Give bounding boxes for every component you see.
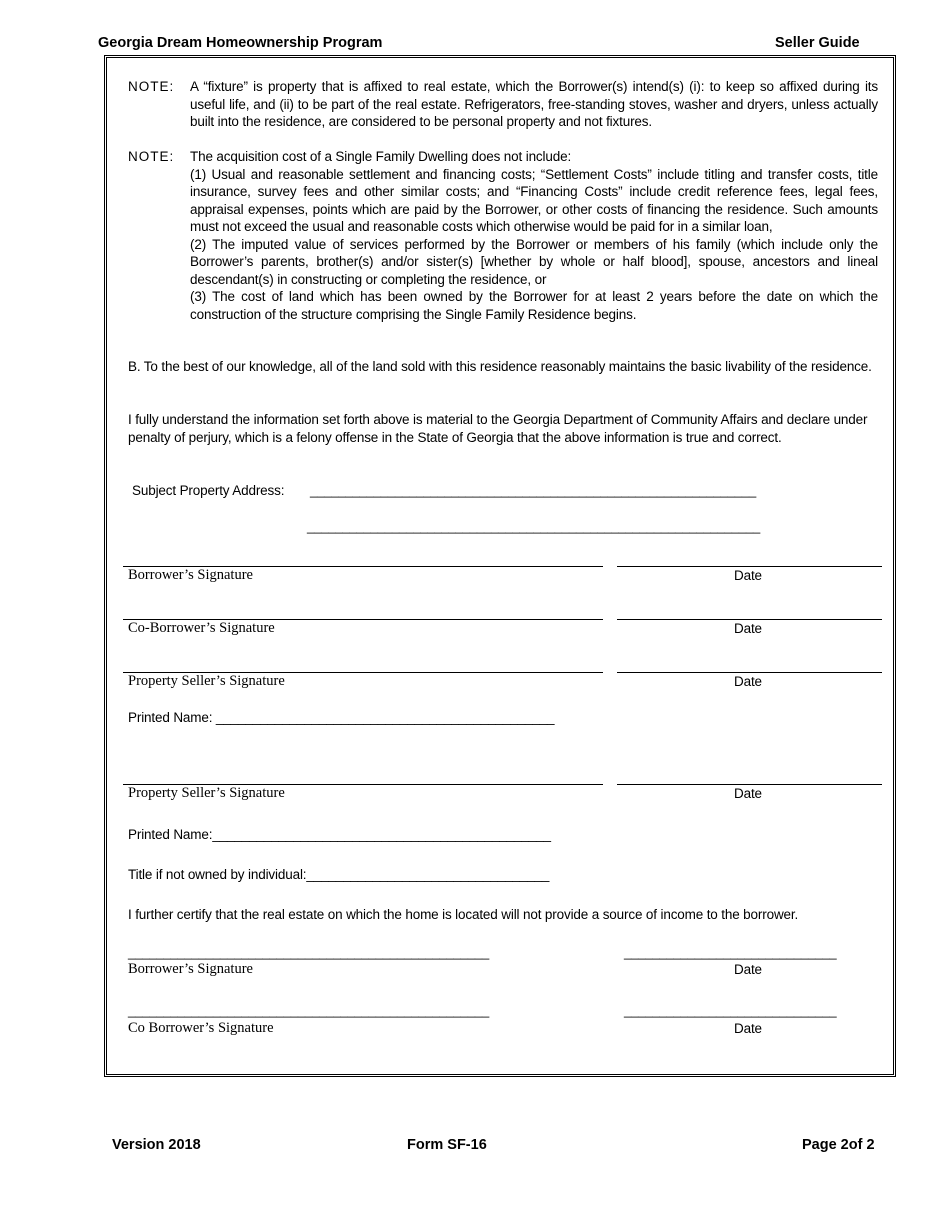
address-line-1[interactable]: _______________________________________________________________ xyxy=(310,483,757,498)
seller2-printed-name[interactable]: Printed Name:______________________________________________ xyxy=(128,827,551,842)
certify-coborrower-signature-blank[interactable]: ___________________________________________________ xyxy=(128,1003,490,1018)
date-label: Date xyxy=(734,962,762,977)
certify-text: I further certify that the real estate on which the home is located will not provide a source of income to the borrower. xyxy=(128,907,799,922)
certify-borrower-date-blank[interactable]: ______________________________ xyxy=(624,945,837,960)
note-item-1: (1) Usual and reasonable settlement and financing costs; “Settlement Costs” include titling and transfer costs, title insurance, survey fees and other similar costs; and “Financing Costs” include credit reference fees, legal fees, appraisal expenses, points which are paid by the Borrower, or other costs of financing the residence. Such amounts must not exceed the usual and reasonable costs which otherwise would be paid for in a similar loan, xyxy=(190,166,878,234)
title-if-not-individual[interactable]: Title if not owned by individual:_________________________________ xyxy=(128,867,550,882)
seller1-signature-label: Property Seller’s Signature xyxy=(128,673,285,689)
note-intro: The acquisition cost of a Single Family Dwelling does not include: xyxy=(190,149,572,164)
paragraph-b: B. To the best of our knowledge, all of the land sold with this residence reasonably maintains the basic livability of the residence. xyxy=(128,359,872,374)
footer-version: Version 2018 xyxy=(112,1137,201,1153)
form-border xyxy=(104,55,896,1077)
address-line-2[interactable]: ________________________________________________________________ xyxy=(307,519,761,534)
date-label: Date xyxy=(734,1021,762,1036)
date-label: Date xyxy=(734,621,762,636)
note-item-2: (2) The imputed value of services performed by the Borrower or members of his family (which include only the Borrower’s parents, brother(s) and/or sister(s) [whether by whole or half blood], spouse, ancestors and lineal descendant(s) in constructing or completing the residence, or xyxy=(190,236,878,287)
note-item-3: (3) The cost of land which has been owned by the Borrower for at least 2 years before the date on which the construction of the structure comprising the Single Family Residence begins. xyxy=(190,289,878,322)
seller2-signature-label: Property Seller’s Signature xyxy=(128,785,285,801)
note-fixture-text: A “fixture” is property that is affixed to real estate, which the Borrower(s) intend(s) (i): to keep so affixed during its useful life, and (ii) to be part of the real estate. Refrigerators, free-standing stoves, washer and dryers, unless actually built into the residence, are considered to be personal property and not fixtures. xyxy=(190,79,878,129)
borrower-signature-label: Borrower’s Signature xyxy=(128,567,253,583)
certify-borrower-label: Borrower’s Signature xyxy=(128,961,253,977)
certify-coborrower-label: Co Borrower’s Signature xyxy=(128,1020,274,1036)
footer-page-number: Page 2of 2 xyxy=(802,1137,875,1153)
certify-coborrower-date-blank[interactable]: ______________________________ xyxy=(624,1003,837,1018)
declaration-text: I fully understand the information set forth above is material to the Georgia Department of Community Affairs and declare under penalty of perjury, which is a felony offense in the State of Georgia that the above information is true and correct. xyxy=(128,412,868,445)
certify-borrower-signature-blank[interactable]: ___________________________________________________ xyxy=(128,945,490,960)
date-label: Date xyxy=(734,786,762,801)
footer-form-number: Form SF-16 xyxy=(407,1137,487,1153)
seller1-printed-name[interactable]: Printed Name: ______________________________________________ xyxy=(128,710,555,725)
address-label: Subject Property Address: xyxy=(132,483,285,498)
note-acquisition-cost xyxy=(128,148,878,323)
note-label: NOTE: xyxy=(128,79,175,94)
note-label: NOTE: xyxy=(128,149,175,164)
header-program-title: Georgia Dream Homeownership Program xyxy=(98,35,383,51)
date-label: Date xyxy=(734,674,762,689)
coborrower-signature-label: Co-Borrower’s Signature xyxy=(128,620,275,636)
note-fixture xyxy=(128,78,878,131)
header-guide-title: Seller Guide xyxy=(775,35,860,51)
date-label: Date xyxy=(734,568,762,583)
